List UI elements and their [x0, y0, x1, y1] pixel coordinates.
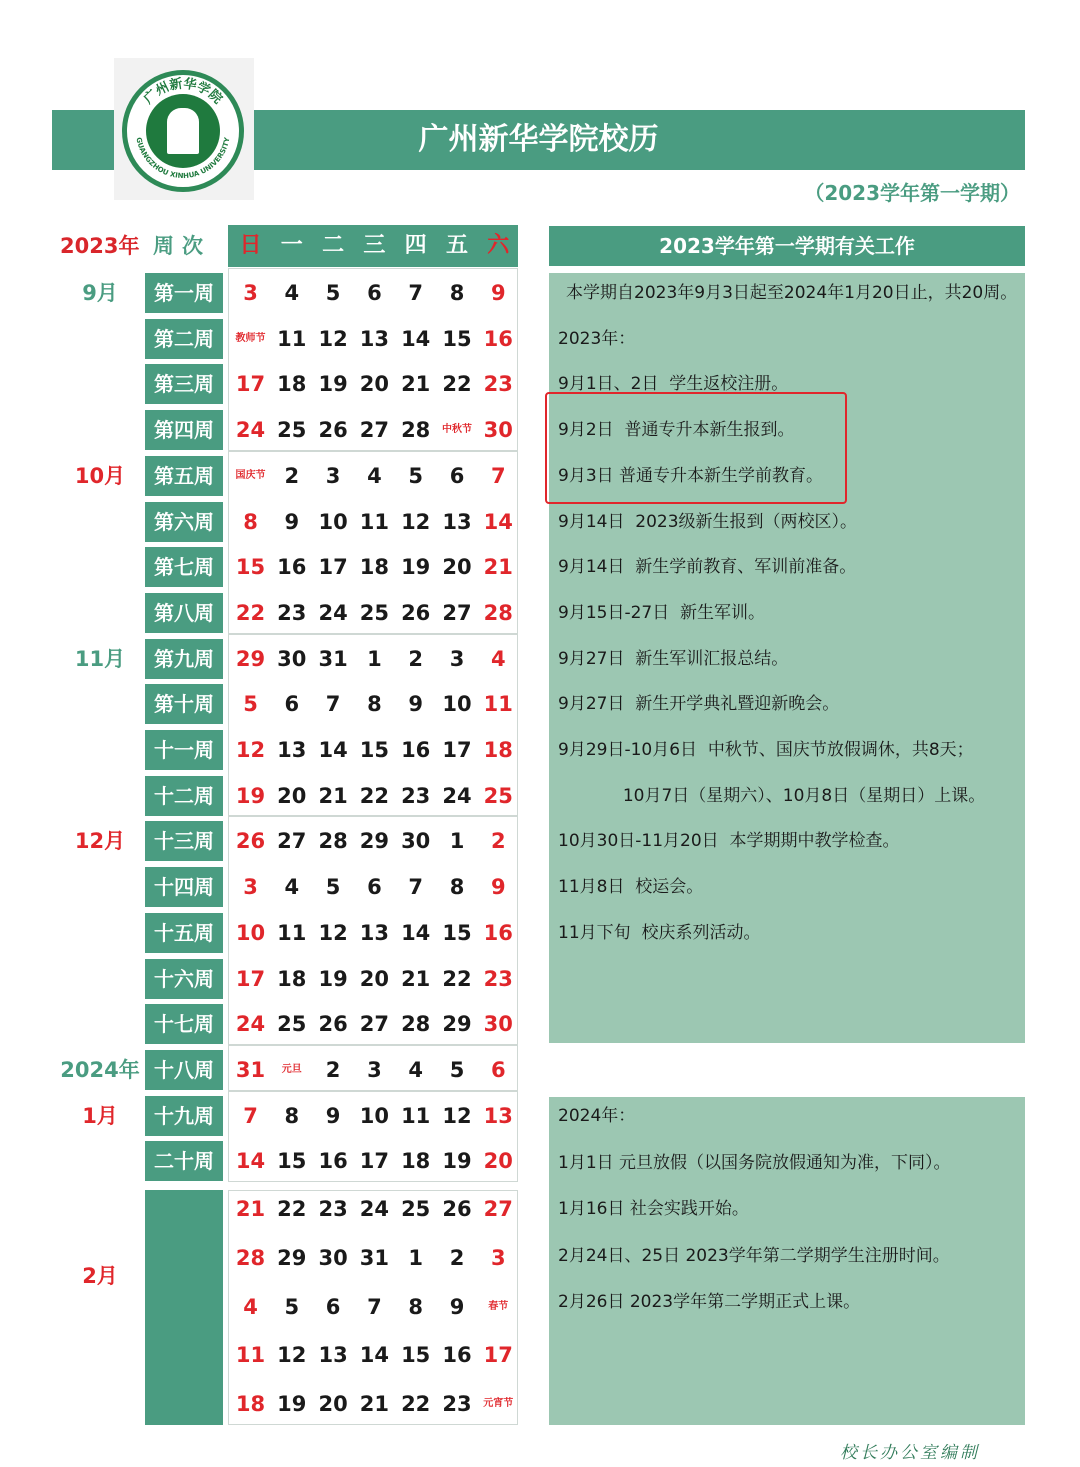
- calendar-day: 22: [359, 783, 389, 808]
- calendar-day: 12: [235, 738, 266, 762]
- week-label: 十七周: [145, 1004, 223, 1044]
- week-label: 第二周: [145, 319, 223, 359]
- calendar-day: 3: [243, 875, 258, 900]
- calendar-day: 22: [442, 966, 472, 991]
- calendar-day: 20: [483, 1149, 513, 1174]
- calendar-day: 2: [325, 1057, 341, 1082]
- schedule-item: 9月3日 普通专升本新生学前教育。: [558, 465, 824, 486]
- winter-break-label: [145, 1190, 223, 1425]
- week-label: 十二周: [145, 776, 223, 816]
- schedule-item: 9月2日 普通专升本新生报到。: [558, 420, 795, 441]
- calendar-day: 14: [318, 738, 348, 762]
- calendar-day: 3: [449, 646, 465, 671]
- calendar-day: 20: [359, 966, 389, 991]
- schedule-item: 9月1日、2日 学生返校注册。: [558, 374, 789, 395]
- calendar-day: 25: [359, 600, 389, 625]
- calendar-day: 中秋节: [442, 424, 472, 436]
- week-label: 第八周: [145, 593, 223, 633]
- calendar-day: 17: [442, 738, 472, 762]
- calendar-day: 5: [325, 281, 341, 305]
- schedule-item: 9月27日 新生军训汇报总结。: [558, 648, 789, 669]
- calendar-day: 9: [325, 1103, 341, 1128]
- calendar-day: 元宵节: [483, 1398, 514, 1410]
- calendar-day: 21: [483, 555, 513, 580]
- calendar-day: 7: [408, 875, 423, 900]
- calendar-day: 25: [401, 1197, 431, 1221]
- calendar-day: 16: [483, 920, 513, 945]
- calendar-day: 19: [442, 1149, 472, 1174]
- schedule-item: 2月24日、25日 2023学年第二学期学生注册时间。: [558, 1245, 950, 1266]
- calendar-day: 30: [401, 829, 431, 854]
- calendar-day: 8: [408, 1294, 423, 1319]
- month-label: 2月: [82, 1263, 118, 1288]
- calendar-day: 1: [449, 829, 465, 854]
- calendar-day: 29: [359, 829, 389, 854]
- week-label: 第五周: [145, 456, 223, 496]
- schedule-item: 10月7日（星期六）、10月8日（星期日）上课。: [558, 785, 986, 806]
- calendar-day: 24: [318, 600, 348, 625]
- calendar-day: 19: [318, 966, 348, 991]
- calendar-day: 19: [235, 783, 266, 808]
- week-label: 十八周: [145, 1050, 223, 1090]
- calendar-day: 24: [442, 783, 472, 808]
- schedule-item: 10月30日-11月20日 本学期期中教学检查。: [558, 831, 900, 852]
- month-label: 1月: [82, 1103, 118, 1128]
- calendar-day: 30: [483, 1012, 513, 1037]
- calendar-day: 20: [359, 372, 389, 397]
- calendar-day: 13: [442, 509, 472, 534]
- schedule-item: 11月8日 校运会。: [558, 877, 704, 898]
- schedule-item: 9月29日-10月6日 中秋节、国庆节放假调休，共8天；: [558, 740, 974, 760]
- calendar-day: 9: [408, 692, 423, 717]
- calendar-day: 14: [359, 1343, 389, 1368]
- calendar-day: 20: [318, 1392, 348, 1417]
- calendar-day: 20: [277, 783, 307, 808]
- calendar-day: 31: [318, 646, 348, 671]
- schedule-item: 2023年：: [558, 328, 636, 349]
- calendar-day: 13: [359, 920, 389, 945]
- week-header: 周次: [153, 234, 211, 258]
- week-label: 十三周: [145, 821, 223, 861]
- calendar-day: 17: [235, 966, 266, 991]
- calendar-day: 16: [318, 1149, 348, 1174]
- calendar-day: 27: [277, 829, 307, 854]
- calendar-day: 13: [318, 1343, 348, 1368]
- calendar-day: 19: [318, 372, 348, 397]
- calendar-day: 11: [277, 920, 307, 945]
- schedule-item: 9月14日 2023级新生报到（两校区）。: [558, 511, 858, 532]
- calendar-day: 9: [449, 1294, 465, 1319]
- calendar-day: 4: [243, 1294, 258, 1319]
- calendar-day: 9: [490, 281, 506, 305]
- schedule-item: 本学期自2023年9月3日起至2024年1月20日止，共20周。: [566, 283, 1018, 303]
- calendar-day: 25: [277, 1012, 307, 1037]
- calendar-day: 1: [408, 1245, 423, 1270]
- calendar-day: 4: [408, 1057, 423, 1082]
- calendar-day: 元旦: [281, 1063, 302, 1075]
- calendar-day: 23: [277, 600, 307, 625]
- calendar-day: 30: [483, 418, 513, 443]
- calendar-day: 31: [235, 1057, 266, 1082]
- calendar-day: 18: [359, 555, 389, 580]
- calendar-day: 15: [277, 1149, 307, 1174]
- svg-text:GUANGZHOU XINHUA UNIVERSITY: GUANGZHOU XINHUA UNIVERSITY: [134, 136, 232, 181]
- calendar-day: 国庆节: [235, 469, 266, 481]
- semester-subtitle: （2023学年第一学期）: [804, 181, 1020, 205]
- calendar-day: 12: [318, 920, 348, 945]
- work-schedule-title: 2023学年第一学期有关工作: [549, 226, 1025, 266]
- calendar-day: 6: [325, 1294, 341, 1319]
- calendar-day: 13: [483, 1103, 513, 1128]
- calendar-day: 6: [490, 1057, 506, 1082]
- calendar-day: 16: [277, 555, 307, 580]
- weekday-4: 四: [404, 233, 427, 258]
- calendar-day: 7: [243, 1103, 258, 1128]
- calendar-day: 17: [359, 1149, 389, 1174]
- calendar-day: 5: [408, 463, 423, 488]
- calendar-day: 13: [277, 738, 307, 762]
- calendar-day: 10: [318, 509, 348, 534]
- svg-text:广州新华学院: 广州新华学院: [141, 76, 225, 108]
- calendar-day: 9: [284, 509, 300, 534]
- calendar-day: 19: [277, 1392, 307, 1417]
- calendar-day: 6: [449, 463, 465, 488]
- weekday-5: 五: [445, 233, 468, 258]
- calendar-day: 14: [401, 920, 431, 945]
- calendar-day: 4: [284, 875, 300, 900]
- schedule-item: 9月27日 新生开学典礼暨迎新晚会。: [558, 694, 840, 715]
- logo-ring-text: [126, 74, 240, 188]
- calendar-day: 14: [483, 509, 513, 534]
- calendar-day: 24: [359, 1197, 389, 1221]
- calendar-day: 1: [367, 646, 382, 671]
- week-label: 第九周: [145, 639, 223, 679]
- calendar-day: 27: [442, 600, 472, 625]
- month-label: 2024年: [60, 1057, 140, 1082]
- calendar-day: 8: [243, 509, 258, 534]
- calendar-day: 23: [483, 372, 513, 397]
- calendar-day: 24: [235, 1012, 266, 1037]
- calendar-day: 23: [483, 966, 513, 991]
- calendar-day: 21: [318, 783, 348, 808]
- calendar-day: 15: [442, 920, 472, 945]
- footer-signature: 校长办公室编制: [840, 1443, 980, 1463]
- weekday-6: 六: [487, 233, 510, 258]
- week-label: 十六周: [145, 959, 223, 999]
- calendar-day: 23: [401, 783, 431, 808]
- calendar-day: 22: [235, 600, 266, 625]
- calendar-day: 4: [490, 646, 506, 671]
- calendar-day: 5: [325, 875, 341, 900]
- calendar-day: 23: [442, 1392, 472, 1417]
- calendar-day: 9: [490, 875, 506, 900]
- calendar-day: 27: [359, 418, 389, 443]
- calendar-day: 31: [359, 1245, 389, 1270]
- calendar-day: 18: [401, 1149, 431, 1174]
- calendar-day: 18: [277, 966, 307, 991]
- week-label: 十五周: [145, 913, 223, 953]
- calendar-day: 10: [235, 920, 266, 945]
- calendar-day: 7: [408, 281, 423, 305]
- calendar-day: 28: [318, 829, 348, 854]
- calendar-day: 3: [325, 463, 341, 488]
- month-label: 12月: [74, 829, 126, 854]
- calendar-day: 18: [277, 372, 307, 397]
- calendar-day: 2: [490, 829, 506, 854]
- calendar-day: 2: [408, 646, 423, 671]
- calendar-day: 29: [235, 646, 266, 671]
- calendar-day: 30: [318, 1245, 348, 1270]
- highlight-box: [545, 392, 847, 504]
- calendar-day: 14: [401, 326, 431, 351]
- calendar-day: 11: [277, 326, 307, 351]
- calendar-day: 21: [235, 1197, 266, 1221]
- calendar-day: 27: [483, 1197, 513, 1221]
- calendar-day: 春节: [488, 1300, 509, 1312]
- calendar-day: 28: [401, 418, 431, 443]
- calendar-day: 25: [277, 418, 307, 443]
- week-label: 十九周: [145, 1096, 223, 1136]
- calendar-day: 21: [359, 1392, 389, 1417]
- calendar-day: 16: [442, 1343, 472, 1368]
- calendar-day: 6: [284, 692, 300, 717]
- calendar-day: 5: [243, 692, 258, 717]
- calendar-day: 22: [277, 1197, 307, 1221]
- schedule-item: 2月26日 2023学年第二学期正式上课。: [558, 1292, 861, 1312]
- calendar-day: 24: [235, 418, 266, 443]
- calendar-day: 教师节: [235, 332, 266, 344]
- calendar-day: 15: [359, 738, 389, 762]
- calendar-day: 29: [277, 1245, 307, 1270]
- calendar-day: 23: [318, 1197, 348, 1221]
- week-label: 十四周: [145, 867, 223, 907]
- month-label: 9月: [82, 281, 118, 305]
- calendar-day: 17: [483, 1343, 513, 1368]
- year-header: 2023年: [60, 234, 140, 258]
- calendar-day: 22: [401, 1392, 431, 1417]
- week-label: 二十周: [145, 1141, 223, 1181]
- calendar-day: 13: [359, 326, 389, 351]
- calendar-day: 21: [401, 966, 431, 991]
- calendar-day: 11: [235, 1343, 266, 1368]
- schedule-item: 2024年：: [558, 1106, 636, 1126]
- week-label: 第十周: [145, 684, 223, 724]
- calendar-day: 8: [367, 692, 382, 717]
- week-label: 第三周: [145, 364, 223, 404]
- calendar-day: 11: [359, 509, 389, 534]
- calendar-day: 26: [318, 418, 348, 443]
- calendar-day: 28: [401, 1012, 431, 1037]
- calendar-day: 20: [442, 555, 472, 580]
- calendar-day: 18: [483, 738, 513, 762]
- calendar-day: 28: [483, 600, 513, 625]
- calendar-day: 19: [401, 555, 431, 580]
- calendar-day: 14: [235, 1149, 266, 1174]
- week-label: 第六周: [145, 502, 223, 542]
- page-title: 广州新华学院校历: [418, 122, 659, 157]
- calendar-day: 4: [284, 281, 300, 305]
- calendar-day: 16: [483, 326, 513, 351]
- week-label: 十一周: [145, 730, 223, 770]
- calendar-day: 26: [442, 1197, 472, 1221]
- calendar-day: 5: [284, 1294, 300, 1319]
- calendar-day: 26: [401, 600, 431, 625]
- week-label: 第一周: [145, 273, 223, 313]
- calendar-day: 8: [284, 1103, 300, 1128]
- schedule-item: 1月16日 社会实践开始。: [558, 1199, 749, 1219]
- week-label: 第四周: [145, 410, 223, 450]
- weekday-1: 一: [280, 233, 303, 258]
- calendar-day: 29: [442, 1012, 472, 1037]
- calendar-day: 11: [401, 1103, 431, 1128]
- schedule-item: 9月15日-27日 新生军训。: [558, 602, 766, 623]
- month-label: 10月: [74, 463, 126, 488]
- calendar-day: 3: [367, 1057, 382, 1082]
- calendar-day: 5: [449, 1057, 465, 1082]
- calendar-day: 12: [401, 509, 431, 534]
- month-label: 11月: [74, 646, 126, 671]
- calendar-day: 26: [235, 829, 266, 854]
- calendar-day: 15: [442, 326, 472, 351]
- calendar-day: 2: [449, 1245, 465, 1270]
- calendar-day: 7: [367, 1294, 382, 1319]
- calendar-day: 3: [243, 281, 258, 305]
- weekday-header: [228, 225, 518, 267]
- calendar-day: 22: [442, 372, 472, 397]
- weekday-3: 三: [363, 233, 386, 258]
- calendar-day: 11: [483, 692, 513, 717]
- week-label: 第七周: [145, 547, 223, 587]
- calendar-day: 25: [483, 783, 513, 808]
- schedule-item: 11月下旬 校庆系列活动。: [558, 922, 761, 943]
- calendar-day: 26: [318, 1012, 348, 1037]
- calendar-day: 17: [235, 372, 266, 397]
- calendar-day: 18: [235, 1392, 266, 1417]
- calendar-day: 3: [490, 1245, 506, 1270]
- calendar-day: 27: [359, 1012, 389, 1037]
- calendar-day: 15: [401, 1343, 431, 1368]
- calendar-day: 10: [442, 692, 472, 717]
- calendar-day: 10: [359, 1103, 389, 1128]
- calendar-day: 2: [284, 463, 300, 488]
- weekday-2: 二: [322, 233, 345, 258]
- calendar-day: 4: [367, 463, 382, 488]
- calendar-day: 30: [277, 646, 307, 671]
- schedule-item: 1月1日 元旦放假（以国务院放假通知为准，下同）。: [558, 1152, 951, 1173]
- calendar-day: 8: [449, 875, 465, 900]
- weekday-0: 日: [239, 233, 262, 258]
- calendar-day: 12: [277, 1343, 307, 1368]
- calendar-day: 6: [367, 875, 382, 900]
- calendar-day: 12: [442, 1103, 472, 1128]
- calendar-day: 8: [449, 281, 465, 305]
- calendar-day: 17: [318, 555, 348, 580]
- calendar-day: 7: [490, 463, 506, 488]
- calendar-day: 21: [401, 372, 431, 397]
- calendar-day: 15: [235, 555, 266, 580]
- calendar-day: 6: [367, 281, 382, 305]
- schedule-item: 9月14日 新生学前教育、军训前准备。: [558, 557, 857, 578]
- calendar-day: 16: [401, 738, 431, 762]
- calendar-day: 28: [235, 1245, 266, 1270]
- calendar-day: 7: [325, 692, 341, 717]
- calendar-day: 12: [318, 326, 348, 351]
